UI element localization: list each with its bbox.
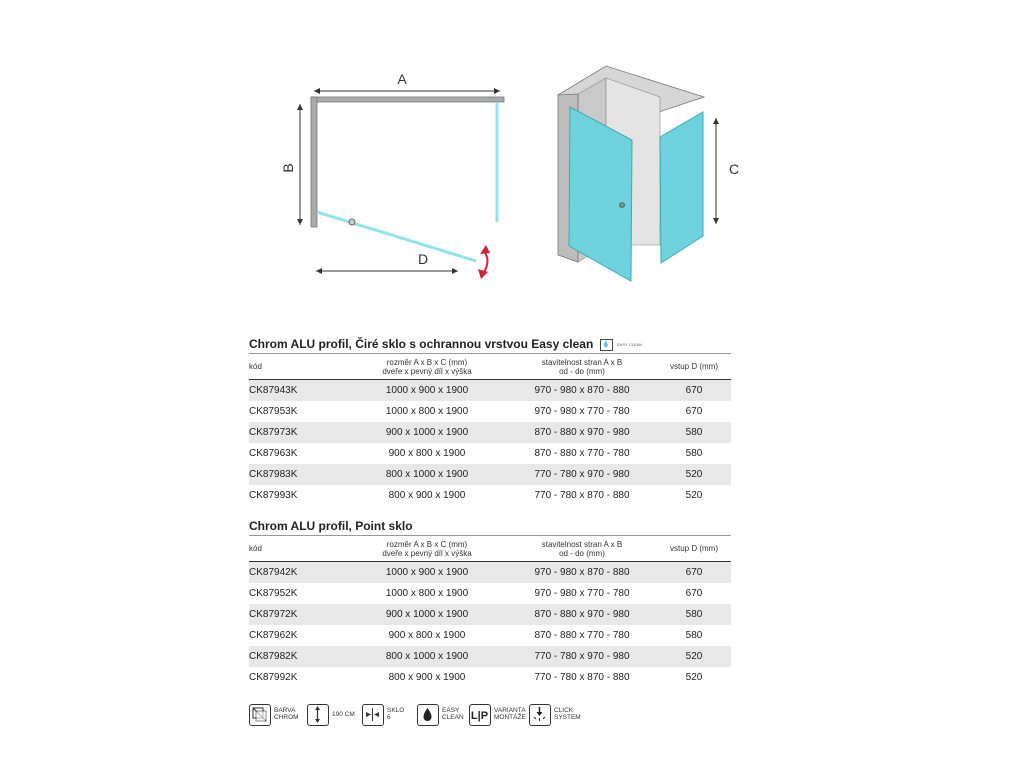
plan-view-diagram [280, 71, 504, 279]
cell-vstup: 520 [685, 672, 703, 683]
cell-vstup: 520 [685, 490, 703, 501]
easy-clean-drop-icon: 💧 [600, 339, 613, 351]
door-glass [317, 212, 476, 261]
table-row [249, 583, 731, 604]
cell-rozmer: 900 x 1000 x 1900 [347, 604, 507, 625]
table-row [249, 562, 731, 584]
dimension-a-arrow [314, 88, 500, 94]
mounting-variant-icon [469, 704, 491, 726]
svg-text:L|P: L|P [470, 710, 489, 722]
cell-rozmer: 1000 x 900 x 1900 [347, 380, 507, 402]
cell-kod: CK87983K [249, 464, 347, 485]
header-stavitelnost: stavitelnost stran A x B od - do (mm) [507, 536, 657, 562]
spec-section-point [249, 517, 731, 688]
cell-rozmer: 800 x 1000 x 1900 [347, 646, 507, 667]
left-wall [311, 97, 317, 227]
cell-rozmer: 900 x 800 x 1900 [388, 630, 466, 641]
click-system-icon [529, 704, 551, 726]
cell-rozmer: 1000 x 800 x 1900 [385, 406, 469, 417]
header-rozmer: rozměr A x B x C (mm) dveře x pevný díl x výška [347, 536, 507, 562]
cell-vstup: 520 [657, 464, 731, 485]
cell-kod: CK87962K [249, 630, 298, 641]
spec-table [249, 535, 731, 688]
header-vstup: vstup D (mm) [657, 536, 731, 562]
cell-rozmer: 900 x 1000 x 1900 [347, 422, 507, 443]
table-row [249, 380, 731, 402]
table-header-row [249, 354, 731, 380]
shower-diagrams [0, 0, 1024, 330]
cell-rozmer: 800 x 900 x 1900 [388, 490, 466, 501]
spec-table [249, 353, 731, 506]
dimension-d-arrow [316, 268, 458, 274]
cell-vstup: 580 [657, 422, 731, 443]
cell-stavitelnost: 970 - 980 x 770 - 780 [534, 406, 630, 417]
legend-label: 190 CM [332, 711, 355, 718]
legend-label: VARIANTA MONTÁŽE [494, 707, 526, 721]
table-row [249, 464, 731, 485]
table-row [249, 646, 731, 667]
cell-rozmer: 800 x 1000 x 1900 [347, 464, 507, 485]
label-b: B [280, 163, 296, 173]
table-row [249, 667, 731, 688]
label-a: A [397, 71, 407, 87]
cell-stavitelnost: 870 - 880 x 770 - 780 [534, 448, 630, 459]
section-title: Chrom ALU profil, Čiré sklo s ochrannou vrstvou Easy clean 💧 EASY CLEAN [249, 337, 643, 351]
table-header-row [249, 536, 731, 562]
cell-kod: CK87953K [249, 406, 298, 417]
fixed-glass-panel [660, 112, 703, 263]
cell-rozmer: 900 x 800 x 1900 [388, 448, 466, 459]
label-c: C [728, 161, 740, 177]
spec-section-easy-clean [249, 335, 731, 506]
table-row [249, 401, 731, 422]
cell-vstup: 670 [657, 380, 731, 402]
cell-vstup: 580 [657, 604, 731, 625]
cell-rozmer: 800 x 900 x 1900 [388, 672, 466, 683]
cell-vstup: 670 [685, 588, 703, 599]
dimension-c-arrow [713, 118, 719, 224]
door-handle [620, 203, 625, 208]
door-handle [349, 219, 355, 225]
table-row [249, 625, 731, 646]
legend-label: EASY CLEAN [442, 707, 464, 721]
cell-stavitelnost: 770 - 780 x 870 - 880 [534, 490, 630, 501]
legend-label: SKLO 6 [387, 707, 405, 721]
cell-rozmer: 1000 x 800 x 1900 [385, 588, 469, 599]
cell-rozmer: 1000 x 900 x 1900 [347, 562, 507, 584]
cell-kod: CK87982K [249, 646, 347, 667]
cell-vstup: 670 [685, 406, 703, 417]
header-stavitelnost: stavitelnost stran A x B od - do (mm) [507, 354, 657, 380]
perspective-view-diagram [558, 66, 739, 281]
cell-kod: CK87972K [249, 604, 347, 625]
top-wall [311, 97, 504, 102]
feature-legend [249, 704, 589, 734]
legend-label: BARVA CHROM [274, 707, 299, 721]
table-row [249, 443, 731, 464]
cell-stavitelnost: 970 - 980 x 870 - 880 [507, 562, 657, 584]
cell-kod: CK87973K [249, 422, 347, 443]
cell-stavitelnost: 770 - 780 x 870 - 880 [534, 672, 630, 683]
glass-thickness-icon [362, 704, 384, 726]
cell-vstup: 670 [657, 562, 731, 584]
easy-clean-badge-text: EASY CLEAN [617, 341, 643, 347]
table-row [249, 485, 731, 506]
cell-kod: CK87943K [249, 380, 347, 402]
cell-stavitelnost: 770 - 780 x 970 - 980 [507, 646, 657, 667]
header-kod: kód [249, 536, 347, 562]
cell-stavitelnost: 770 - 780 x 970 - 980 [507, 464, 657, 485]
legend-label: CLICK SYSTEM [554, 707, 581, 721]
cell-kod: CK87992K [249, 672, 298, 683]
cell-stavitelnost: 970 - 980 x 870 - 880 [507, 380, 657, 402]
header-kod: kód [249, 354, 347, 380]
cell-stavitelnost: 870 - 880 x 970 - 980 [507, 422, 657, 443]
dimension-b-arrow [297, 104, 303, 225]
cell-stavitelnost: 970 - 980 x 770 - 780 [534, 588, 630, 599]
height-icon [307, 704, 329, 726]
diagram-area [0, 0, 1024, 330]
cell-vstup: 580 [685, 448, 703, 459]
cell-kod: CK87952K [249, 588, 298, 599]
cell-vstup: 520 [657, 646, 731, 667]
easy-clean-drop-icon [417, 704, 439, 726]
header-rozmer: rozměr A x B x C (mm) dveře x pevný díl x výška [347, 354, 507, 380]
table-row [249, 422, 731, 443]
table-row [249, 604, 731, 625]
cell-kod: CK87963K [249, 448, 298, 459]
cell-stavitelnost: 870 - 880 x 770 - 780 [534, 630, 630, 641]
cell-kod: CK87942K [249, 562, 347, 584]
cell-vstup: 580 [685, 630, 703, 641]
cell-kod: CK87993K [249, 490, 298, 501]
section-title: Chrom ALU profil, Point sklo [249, 519, 413, 533]
label-d: D [417, 251, 429, 267]
cell-stavitelnost: 870 - 880 x 970 - 980 [507, 604, 657, 625]
color-chrome-icon [249, 704, 271, 726]
header-vstup: vstup D (mm) [657, 354, 731, 380]
